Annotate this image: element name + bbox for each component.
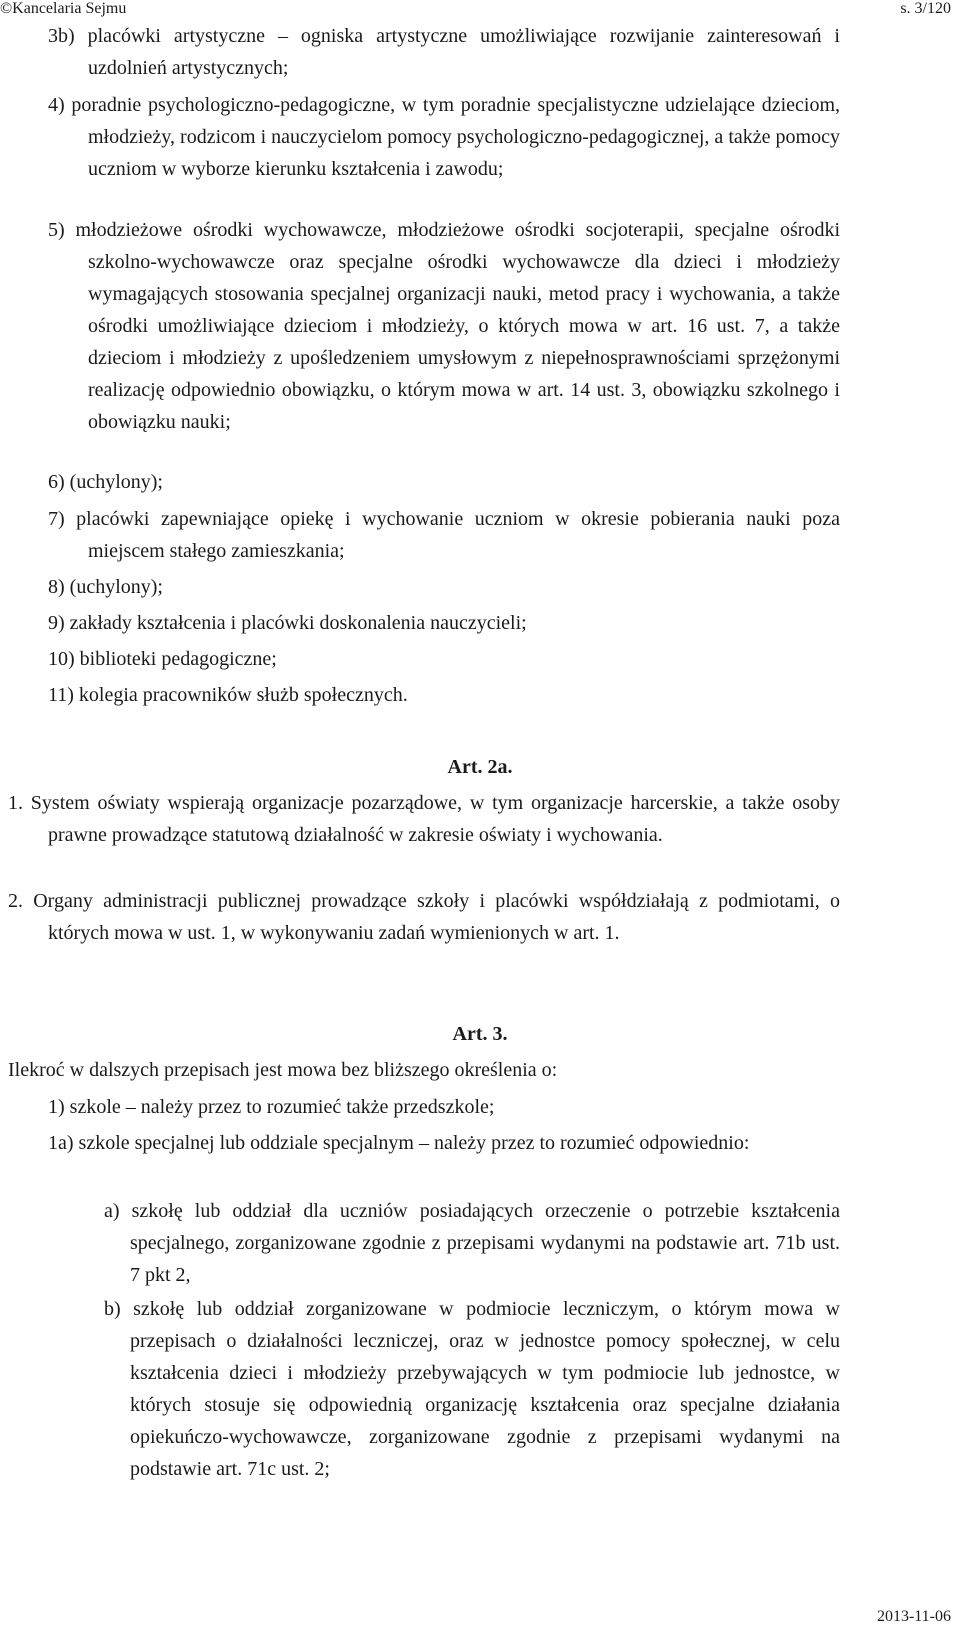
article-3-letter-a: a) szkołę lub oddział dla uczniów posiadających orzeczenie o potrzebie kształcenia specjalnego, zorganizowane zgodnie z przepisami wydanymi na podstawie art. 71b ust. 7 pkt 2, bbox=[104, 1200, 840, 1286]
article-3-title: Art. 3. bbox=[452, 1023, 508, 1045]
article-3-point-1: 1) szkole – należy przez to rozumieć także przedszkole; bbox=[48, 1096, 495, 1118]
article-3-point-1a: 1a) szkole specjalnej lub oddziale specjalnym – należy przez to rozumieć odpowiednio: bbox=[48, 1132, 750, 1154]
publication-date: 2013-11-06 bbox=[876, 1608, 951, 1625]
list-item-6: 6) (uchylony); bbox=[48, 471, 163, 493]
article-3-intro: Ilekroć w dalszych przepisach jest mowa bez bliższego określenia o: bbox=[8, 1059, 558, 1081]
list-item-11: 11) kolegia pracowników służb społecznych. bbox=[48, 684, 408, 706]
list-item-4: 4) poradnie psychologiczno-pedagogiczne, w tym poradnie specjalistyczne udzielające dzieciom, młodzieży, rodzicom i nauczycielom pomocy psychologiczno-pedagogicznej, a także pomocy uczniom w wyborze kierunku kształcenia i zawodu; bbox=[48, 94, 840, 180]
copyright-header: ©Kancelaria Sejmu bbox=[0, 0, 127, 17]
article-2a-paragraph-1: 1. System oświaty wspierają organizacje pozarządowe, w tym organizacje harcerskie, a także osoby prawne prowadzące statutową działalność w zakresie oświaty i wychowania. bbox=[8, 792, 840, 846]
article-2a-paragraph-2: 2. Organy administracji publicznej prowadzące szkoły i placówki współdziałają z podmiotami, o których mowa w ust. 1, w wykonywaniu zadań wymienionych w art. 1. bbox=[8, 890, 840, 944]
list-item-8: 8) (uchylony); bbox=[48, 576, 163, 598]
list-item-3b: 3b) placówki artystyczne – ogniska artystyczne umożliwiające rozwijanie zainteresowań i uzdolnień artystycznych; bbox=[48, 25, 840, 79]
article-3-letter-b: b) szkołę lub oddział zorganizowane w podmiocie leczniczym, o którym mowa w przepisach o działalności leczniczej, oraz w jednostce pomocy społecznej, w celu kształcenia dzieci i młodzieży przebywających w tym podmiocie lub jednostce, w których stosuje się odpowiednią organizację kształcenia oraz specjalne działania opiekuńczo-wychowawcze, zorganizowane zgodnie z przepisami wydanymi na podstawie art. 71c ust. 2; bbox=[104, 1298, 840, 1480]
article-2a-title: Art. 2a. bbox=[447, 756, 513, 778]
list-item-9: 9) zakłady kształcenia i placówki doskonalenia nauczycieli; bbox=[48, 612, 527, 634]
list-item-7: 7) placówki zapewniające opiekę i wychowanie uczniom w okresie pobierania nauki poza miejscem stałego zamieszkania; bbox=[48, 508, 840, 562]
list-item-5: 5) młodzieżowe ośrodki wychowawcze, młodzieżowe ośrodki socjoterapii, specjalne ośrodki szkolno-wychowawcze oraz specjalne ośrodki wychowawcze dla dzieci i młodzieży wymagających stosowania specjalnej organizacji nauki, metod pracy i wychowania, a także ośrodki umożliwiające dzieciom i młodzieży, o których mowa w art. 16 ust. 7, a także dzieciom i młodzieży z upośledzeniem umysłowym z niepełnosprawnościami sprzężonymi realizację odpowiednio obowiązku, o którym mowa w art. 14 ust. 3, obowiązku szkolnego i obowiązku nauki; bbox=[48, 219, 840, 433]
page-number: s. 3/120 bbox=[900, 0, 951, 17]
list-item-10: 10) biblioteki pedagogiczne; bbox=[48, 648, 277, 670]
